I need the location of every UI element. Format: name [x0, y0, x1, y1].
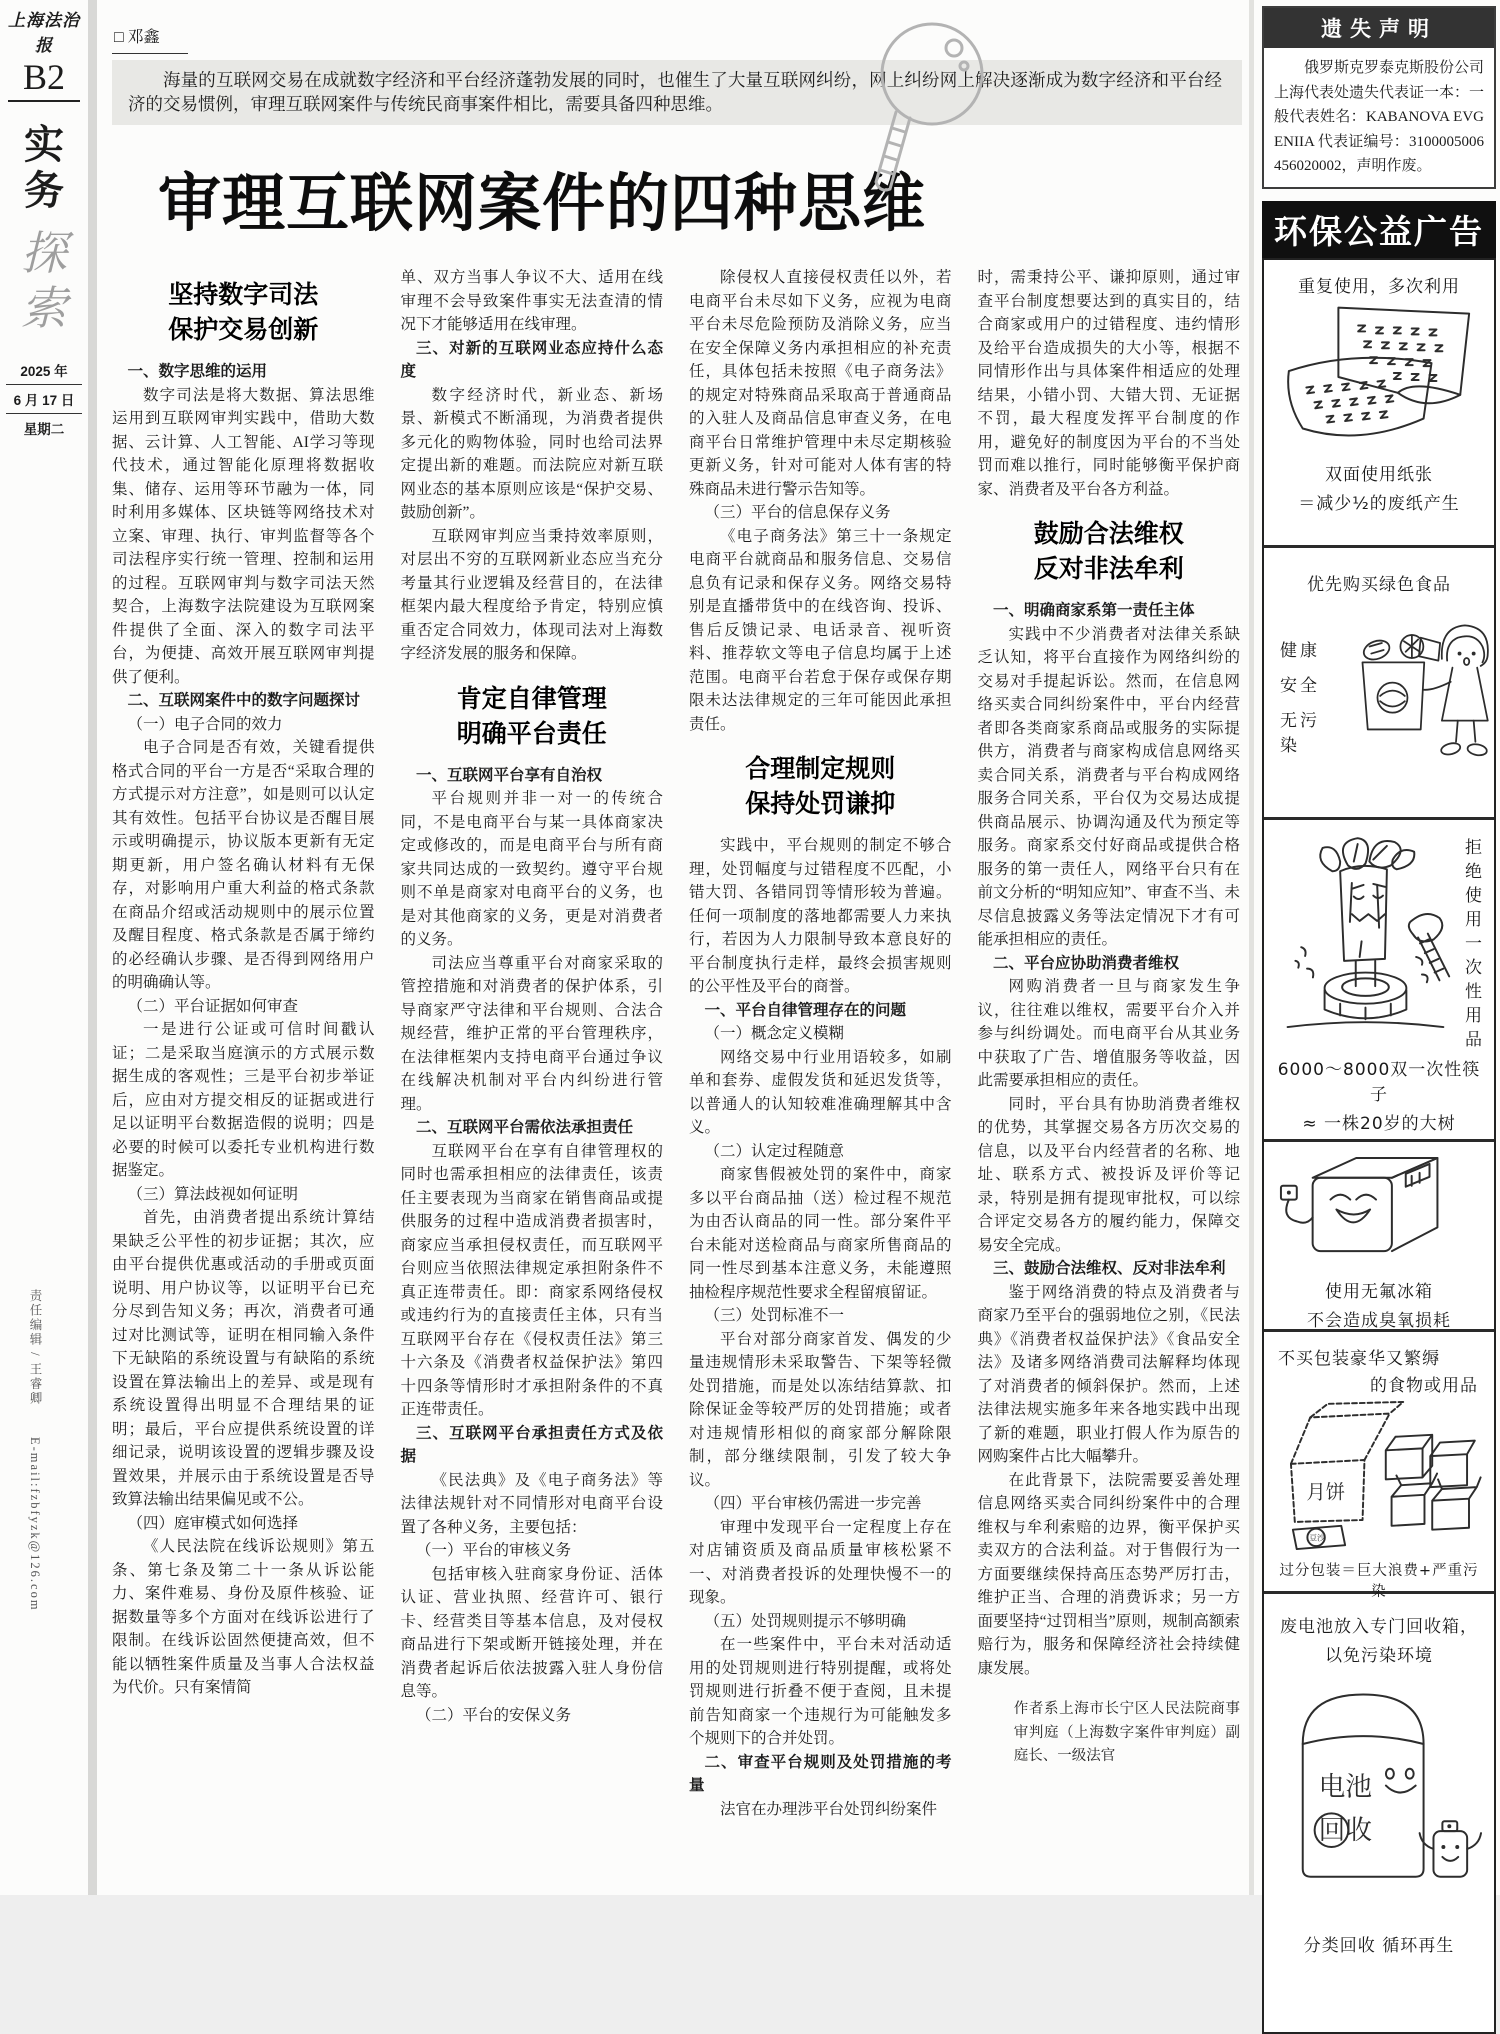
section-name-2: 探索	[21, 226, 67, 336]
article-paragraph: 平台规则并非一对一的传统合同，不是电商平台与某一具体商家决定或修改的，而是电商平台与所有商家共同达成的一致契约。遵守平台规则不单是商家对电商平台的义务，也是对其他商家的义务，更是对消费者的义务。	[400, 790, 663, 948]
bin-label-line2: 回收	[1318, 1814, 1373, 1846]
loss-notice-body: 俄罗斯克罗泰克斯股份公司上海代表处遗失代表证一本：一般代表姓名：KABANOVA EVGENIIA 代表证编号：3100005006456020002，声明作废。	[1274, 60, 1485, 174]
subheading: 二、审查平台规则及处罚措施的考量	[689, 1753, 952, 1794]
date-weekday: 星期二	[23, 422, 65, 438]
subheading-2: （三）平台的信息保存义务	[704, 504, 891, 521]
subheading-2: （三）算法歧视如何证明	[127, 1185, 299, 1203]
paper-name: 上海法治报	[8, 11, 80, 56]
article-paragraph: 法官在办理涉平台处罚纠纷案件	[720, 1800, 938, 1818]
eco-ad-box	[1262, 258, 1496, 2034]
article-paragraph: 互联网审判应当秉持效率原则，对层出不穷的互联网新业态应当充分考量其行业逻辑及经营目的，在法律框架内最大程度给予肯定，特别应慎重否定合同效力，体现司法对上海数字经济发展的服务和保障。	[400, 527, 663, 662]
article-paragraph: 首先，由消费者提出系统计算结果缺乏公平性的初步证据；其次，应由平台提供优惠或活动的手册或页面说明、用户协议等，以证明平台已充分尽到告知义务；再次，消费者可通过对比测试等，证明在相同输入条件下无缺陷的系统设置与有缺陷的系统设置在算法输出上的差异、或是现有系统设置得出明显不合理结果的证明；最后，平台应提供系统设置的详细记录，说明该设置的逻辑步骤及设置效果，并展示由于系统设置是否导致算法输出结果偏见或不公。	[112, 1209, 375, 1508]
panel-caption: 废电池放入专门回收箱，	[1280, 1616, 1478, 1637]
date-year: 2025 年	[6, 356, 82, 385]
subheading-2: （二）平台证据如何审查	[127, 997, 299, 1015]
eco-panel-tree	[1264, 820, 1494, 1142]
panel-caption: 双面使用纸张	[1325, 464, 1433, 485]
subheading-2: （四）庭审模式如何选择	[127, 1514, 299, 1532]
article-main	[112, 0, 1242, 1895]
article-paragraph: 同时，平台具有协助消费者维权的优势，其掌握交易各方历次交易的信息，以及平台内经营者的名称、地址、联系方式、被投诉及评价等记录，特别是拥有提现审批权，可以综合评定交易各方的履约能力，保障交易安全完成。	[977, 1095, 1240, 1254]
article-paragraph: 网购消费者一旦与商家发生争议，往往难以维权，需要平台介入并参与纠纷调处。而电商平台从其业务中获取了广告、增值服务等收益，因此需要承担相应的责任。	[977, 978, 1240, 1089]
editor-name: 责任编辑 / 王睿卿	[28, 1289, 42, 1407]
subheading-2: （四）平台审核仍需进一步完善	[704, 1495, 922, 1512]
article-paragraph: 数字经济时代，新业态、新场景、新模式不断涌现，为消费者提供多元化的购物体验，同时也给司法界定提出新的难题。而法院应对新互联网业态的基本原则应该是“保护交易、鼓励创新”。	[400, 386, 663, 521]
subheading: 三、对新的互联网业态应持什么态度	[400, 339, 663, 380]
left-divider-rail	[88, 0, 97, 1895]
lede-band	[112, 60, 1242, 125]
panel-caption: 重复使用，多次利用	[1298, 276, 1460, 297]
sidebar	[1262, 0, 1496, 1956]
article-paragraph: 一是进行公证或可信时间戳认证；二是采取当庭演示的方式展示数据生成的客观性；三是平台初步举证后，应由对方提交相反的证据或进行足以证明平台数据造假的说明；四是必要的时候可以委托专业机构进行数据鉴定。	[112, 1021, 375, 1179]
article-column-4	[978, 266, 1241, 1884]
page-number: B2	[8, 56, 80, 102]
panel-caption: 分类回收 循环再生	[1303, 1935, 1455, 1956]
right-divider-rail	[1249, 0, 1254, 1895]
panel-caption: 优先购买绿色食品	[1307, 574, 1451, 595]
article-paragraph: 数字司法是将大数据、算法思维运用到互联网审判实践中，借助大数据、云计算、人工智能、AI学习等现代技术，通过智能化原理将数据收集、储存、运用等环节融为一体，同时利用多媒体、区块链等网络技术对立案、审理、执行、审判监督等各个司法程序实行统一管理、控制和运用的过程。互联网审判与数字司法天然契合，上海数字法院建设为互联网案件提供了全面、深入的数字司法平台，为便捷、高效开展互联网审判提供了便利。	[112, 386, 375, 686]
loss-notice-title: 遗失声明	[1264, 8, 1494, 48]
article-column-2	[401, 266, 664, 1884]
panel-caption: ＝减少½的废纸产生	[1298, 493, 1460, 514]
article-column-3	[689, 266, 952, 1884]
panel-caption: 6000～8000双一次性筷子	[1277, 1059, 1481, 1105]
subheading-2: （二）认定过程随意	[704, 1142, 845, 1160]
subheading: 一、明确商家系第一责任主体	[993, 602, 1195, 619]
subheading-2: （二）平台的安保义务	[416, 1706, 572, 1724]
article-paragraph: 《电子商务法》第三十一条规定电商平台就商品和服务信息、交易信息负有记录和保存义务。网络交易特别是直播带货中的在线咨询、投诉、售后反馈记录、电话录音、视听资料、推荐软文等电子信息均属于上述范围。电商平台若怠于保存或保存期限未达法律规定的三年可能因此承担责任。	[689, 527, 952, 733]
eco-panel-fridge	[1264, 1142, 1494, 1332]
section-heading: 肯定自律管理 明确平台责任	[456, 684, 607, 748]
headline: 审理互联网案件的四种思维	[158, 169, 926, 239]
fridge-icon	[1275, 1150, 1483, 1268]
subheading: 一、互联网平台享有自治权	[416, 766, 603, 784]
subheading-2: （一）概念定义模糊	[704, 1025, 845, 1042]
article-paragraph: 除侵权人直接侵权责任以外，若电商平台未尽如下义务，应视为电商平台未尽危险预防及消除义务，应当在安全保障义务内承担相应的补充责任，具体包括未按照《电子商务法》的规定对特殊商品采取高于普通商品的入驻人及商品信息审查义务，在电商平台日常维护管理中未尽定期核验更新义务，针对可能对人体有害的特殊商品未进行警示告知等。	[689, 269, 952, 498]
panel-caption: 不买包装豪华又繁缛	[1278, 1348, 1440, 1369]
subheading: 三、互联网平台承担责任方式及依据	[400, 1424, 663, 1465]
section-heading: 鼓励合法维权 反对非法牟利	[1033, 520, 1184, 583]
article-paragraph: 平台对部分商家首发、偶发的少量违规情形未采取警告、下架等轻微处罚措施，而是处以冻结结算款、扣除保证金等较严厉的处罚措施；或者对违规情形相似的商家部分解除限制，部分继续限制，引发了较大争议。	[689, 1330, 952, 1489]
subheading: 二、平台应协助消费者维权	[993, 954, 1180, 972]
subheading: 一、平台自律管理存在的问题	[704, 1001, 907, 1019]
panel-caption-vertical: 拒绝使用一次性用品	[1461, 837, 1481, 1054]
article-paragraph: 包括审核入驻商家身份证、活体认证、营业执照、经营许可、银行卡、经营类目等基本信息，及对侵权商品进行下架或断开链接处理，并在消费者起诉后依法披露入驻人身份信息等。	[400, 1565, 663, 1700]
date-day: 6 月 17 日	[6, 385, 82, 414]
loss-notice-box	[1262, 6, 1496, 189]
author-note: 作者系上海市长宁区人民法院商事审判庭（上海数字案件审判庭）副庭长、一级法官	[1013, 1701, 1240, 1764]
article-paragraph: 实践中，平台规则的制定不够合理，处罚幅度与过错程度不匹配，小错大罚、各错同罚等情形较为普遍。任何一项制度的落地都需要人力来执行，若因为人力限制导致本意良好的平台制度执行走样，最终会损害规则的公平性及平台的商誉。	[689, 837, 952, 995]
article-columns	[112, 266, 1240, 1884]
article-paragraph: 在此背景下，法院需要妥善处理信息网络买卖合同纠纷案件中的合理维权与牟利索赔的边界，衡平保护买卖双方的合法利益。对于售假行为一方面要继续保持高压态势严厉打击，维护正当、合理的消费诉求；另一方面要坚持“过罚相当”原则，规制高额索赔行为，服务和保障经济社会持续健康发展。	[977, 1471, 1240, 1677]
gift-boxes-icon	[1275, 1400, 1483, 1550]
article-paragraph: 实践中不少消费者对法律关系缺乏认知，将平台直接作为网络纠纷的交易对手提起诉讼。然而，在信息网络买卖合同纠纷案件中，平台内经营者即各类商家系商品或服务的实际提供方，消费者与商家构成信息网络买卖合同关系，消费者与平台构成网络服务合同关系，平台仅为交易达成提供商品展示、协调沟通及代为预定等服务。商家系交付好商品或提供合格服务的第一责任人，网络平台只有在前文分析的“明知应知”、审查不当、未尽信息披露义务等法定情况下才有可能承担相应的责任。	[977, 625, 1240, 948]
article-paragraph: 审理中发现平台一定程度上存在对店铺资质及商品质量审核松紧不一、对消费者投诉的处理快慢不一的现象。	[689, 1518, 952, 1606]
panel-caption-list: 健康 安全 无污染	[1280, 640, 1320, 756]
tree-stump-axe-icon	[1272, 828, 1457, 1046]
panel-caption: 不会造成臭氧损耗	[1307, 1310, 1451, 1331]
subheading-2: （三）处罚标准不一	[704, 1307, 845, 1324]
eco-panel-paper	[1264, 260, 1494, 548]
bag-label: 豆沙	[1309, 1532, 1325, 1542]
subheading: 三、鼓励合法维权、反对非法牟利	[993, 1260, 1226, 1277]
subheading-2: （五）处罚规则提示不够明确	[704, 1612, 907, 1630]
panel-caption: 使用无氟冰箱	[1325, 1281, 1433, 1302]
article-paragraph: 单、双方当事人争议不大、适用在线审理不会导致案件事实无法查清的情况下才能够适用在线审理。	[400, 269, 663, 333]
paper-sheets-icon	[1275, 301, 1483, 451]
article-paragraph: 商家售假被处罚的案件中，商家多以平台商品抽（送）检过程不规范为由否认商品的同一性。部分案件平台未能对送检商品与商家所售商品的同一性尽到基本注意义务，未能遵照抽检程序规范性要求全程留痕留证。	[689, 1166, 952, 1301]
panel-caption: 过分包装＝巨大浪费+严重污染	[1279, 1562, 1479, 1600]
subheading: 一、数字思维的运用	[127, 363, 268, 380]
box-label: 月饼	[1306, 1480, 1346, 1504]
article-paragraph: 电子合同是否有效，关键看提供格式合同的平台一方是否“采取合理的方式提示对方注意”，如是则可以认定其有效性。包括平台协议是否醒目展示或明确提示，协议版本更新有无定期更新，用户签名确认材料有无保存，对影响用户重大利益的格式条款在商品介绍或活动规则中的展示位置及醒目程度、格式条款是否属于缔约的必经确认步骤、是否得到网络用户的明确确认等。	[112, 739, 375, 991]
article-paragraph: 时，需秉持公平、谦抑原则，通过审查平台制度想要达到的真实目的，结合商家或用户的过错程度、违约情形及给平台造成损失的大小等，根据不同情形作出与具体案件相适应的处理结果，小错小罚、大错大罚、无证据不罚，最大程度发挥平台制度的作用，避免好的制度因为平台的不当处罚而难以推行，同时能够衡平保护商家、消费者及平台各方利益。	[977, 269, 1240, 498]
panel-caption: 以免污染环境	[1325, 1645, 1433, 1666]
section-heading: 坚持数字司法 保护交易创新	[168, 281, 319, 344]
battery-recycle-bin-icon	[1275, 1670, 1483, 1922]
magnifier-icon	[844, 12, 994, 202]
eco-ad-title: 环保公益广告	[1262, 201, 1496, 258]
lede-text: 海量的互联网交易在成就数字经济和平台经济蓬勃发展的同时，也催生了大量互联网纠纷，网上纠纷网上解决逐渐成为数字经济和平台经济的交易惯例，审理互联网案件与传统民商事案件相比，需要具备四种思维。	[128, 70, 1222, 114]
article-paragraph: 互联网平台在享有自律管理权的同时也需承担相应的法律责任，该责任主要表现为当商家在销售商品或提供服务的过程中造成消费者损害时，商家应当承担侵权责任，而互联网平台则应当依照法律规定承担附条件不真正连带责任。即：商家系网络侵权或违约行为的直接责任主体，只有当互联网平台存在《侵权责任法》第三十六条及《消费者权益保护法》第四十四条等情形时才承担附条件的不真正连带责任。	[400, 1142, 663, 1418]
eco-panel-battery	[1264, 1594, 1494, 2032]
article-column-1	[112, 266, 375, 1884]
editor-email: E-mail:fzbfyzk@126.com	[28, 1437, 42, 1612]
subheading-2: （一）电子合同的效力	[127, 715, 283, 733]
article-paragraph: 网络交易中行业用语较多，如刷单和套券、虚假发货和延迟发货等，以普通人的认知较难准确理解其中含义。	[689, 1048, 952, 1136]
article-paragraph: 《民法典》及《电子商务法》等法律法规针对不同情形对电商平台设置了各种义务，主要包括：	[400, 1471, 663, 1536]
masthead-strip	[0, 0, 88, 1895]
editor-credit	[26, 1289, 44, 1889]
subheading: 二、互联网平台需依法承担责任	[416, 1119, 634, 1136]
section-heading: 合理制定规则 保持处罚谦抑	[745, 755, 896, 818]
eco-panel-packaging	[1264, 1332, 1494, 1600]
article-paragraph: 在一些案件中，平台未对活动适用的处罚规则进行特别提醒，或将处罚规则进行折叠不便于查阅，且未提前告知商家一个违规行为可能触发多个规则下的合并处罚。	[689, 1636, 952, 1747]
article-paragraph: 司法应当尊重平台对商家采取的管控措施和对消费者的保护体系，引导商家严守法律和平台规则、合法合规经营，维护正常的平台管理秩序，在法律框架内支持电商平台通过争议在线解决机制对平台内纠纷进行管理。	[400, 954, 663, 1113]
panel-caption: ≈ 一株20岁的大树	[1302, 1113, 1456, 1134]
eco-panel-green-food	[1264, 548, 1494, 820]
date-block	[6, 356, 82, 442]
subheading: 二、互联网案件中的数字问题探讨	[127, 692, 361, 709]
article-paragraph: 《人民法院在线诉讼规则》第五条、第七条及第二十一条从诉讼能力、案件难易、身份及原件核验、证据数量等多个方面对在线诉讼进行了限制。在线诉讼固然便捷高效，但不能以牺牲案件质量及当事人合法权益为代价。只有案情简	[112, 1538, 375, 1696]
section-name-1: 实务	[24, 123, 64, 213]
article-paragraph: 鉴于网络消费的特点及消费者与商家乃至平台的强弱地位之别，《民法典》《消费者权益保护法》《食品安全法》及诸多网络消费司法解释均体现了对消费者的倾斜保护。然而，上述法律法规实施多年来各地实践中出现了新的难题，职业打假人作为原告的网购案件占比大幅攀升。	[977, 1283, 1240, 1465]
bin-label-line1: 电池	[1318, 1771, 1373, 1803]
author-byline: □ 邓鑫	[112, 24, 188, 54]
panel-caption: 的食物或用品	[1370, 1375, 1478, 1396]
shopper-girl-icon	[1336, 599, 1486, 784]
subheading-2: （一）平台的审核义务	[416, 1542, 572, 1559]
